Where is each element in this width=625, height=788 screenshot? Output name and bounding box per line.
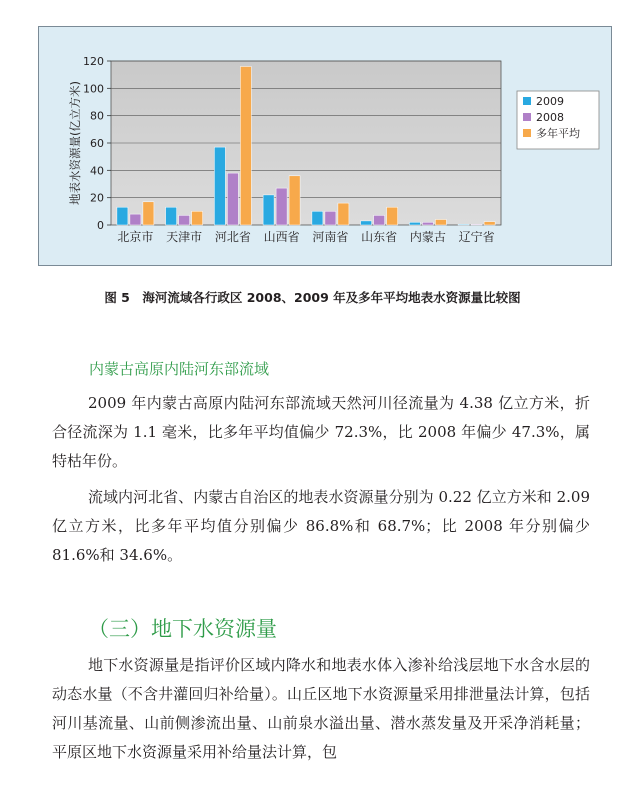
paragraph: 地下水资源量是指评价区域内降水和地表水体入渗补给浅层地下水含水层的动态水量（不含井灌回归补给量）。山丘区地下水资源量采用排泄量法计算，包括河川基流量、山前侧渗流出量、山前泉水溢出量、潜水蒸发量及开采净消耗量；平原区地下水资源量采用补给量法计算，包 (52, 656, 590, 761)
bar-2008-河北省 (227, 173, 238, 225)
x-tick-label: 山东省 (361, 230, 398, 244)
bar-多年平均-辽宁省 (484, 222, 495, 225)
bar-多年平均-河南省 (338, 203, 349, 225)
x-tick-label: 辽宁省 (458, 230, 495, 244)
bar-2008-内蒙古 (422, 222, 433, 225)
bar-chart (39, 27, 611, 265)
bar-2008-山西省 (276, 188, 287, 225)
bar-多年平均-山西省 (289, 176, 300, 225)
y-tick-label: 40 (90, 164, 104, 178)
bar-2009-辽宁省 (458, 224, 469, 225)
figure-caption: 图 5 海河流域各行政区 2008、2009 年及多年平均地表水资源量比较图 (104, 290, 521, 305)
y-tick-label: 120 (83, 55, 104, 68)
paragraph: 流域内河北省、内蒙古自治区的地表水资源量分别为 0.22 亿立方米和 2.09 亿立方米，比多年平均值分别偏少 86.8%和 68.7%；比 2008 年分别偏少 81.6%和 34.6%。 (52, 488, 590, 564)
y-tick-label: 80 (90, 109, 104, 123)
x-tick-label: 内蒙古 (409, 230, 446, 244)
bar-多年平均-内蒙古 (435, 220, 446, 226)
bar-2009-河北省 (214, 147, 225, 225)
bar-2009-河南省 (312, 211, 323, 225)
section-title: 内蒙古高原内陆河东部流域 (89, 360, 270, 378)
legend-label: 2009 (536, 95, 564, 108)
bar-多年平均-山东省 (387, 207, 398, 225)
bar-2008-河南省 (325, 211, 336, 225)
x-tick-label: 河北省 (214, 230, 251, 244)
y-tick-label: 100 (83, 82, 104, 96)
bar-2008-辽宁省 (471, 224, 482, 225)
legend-label: 2008 (536, 111, 564, 124)
bar-2009-内蒙古 (409, 222, 420, 225)
legend-swatch (523, 97, 531, 105)
x-tick-label: 天津市 (166, 230, 203, 244)
bar-多年平均-河北省 (240, 67, 251, 226)
x-tick-label: 河南省 (312, 230, 349, 244)
paragraph: 2009 年内蒙古高原内陆河东部流域天然河川径流量为 4.38 亿立方米，折合径流深为 1.1 毫米，比多年平均值偏少 72.3%，比 2008 年偏少 47.3%，属特枯年份。 (52, 394, 590, 470)
bar-多年平均-北京市 (143, 202, 154, 225)
bar-多年平均-天津市 (192, 211, 203, 225)
bar-2009-山东省 (361, 221, 372, 225)
legend-label: 多年平均 (536, 127, 580, 140)
bar-2008-天津市 (179, 215, 190, 225)
y-tick-label: 20 (90, 191, 104, 205)
y-axis-label: 地表水资源量(亿立方米) (68, 81, 82, 205)
legend-swatch (523, 113, 531, 121)
chart-figure (38, 26, 612, 266)
y-tick-label: 60 (90, 137, 104, 150)
y-tick-label: 0 (97, 219, 104, 232)
x-tick-label: 北京市 (117, 230, 154, 244)
bar-2008-山东省 (374, 215, 385, 225)
bar-2009-山西省 (263, 195, 274, 225)
legend-swatch (523, 129, 531, 137)
bar-2008-北京市 (130, 214, 141, 225)
bar-2009-北京市 (117, 207, 128, 225)
section-heading: （三）地下水资源量 (88, 617, 277, 641)
x-tick-label: 山西省 (263, 230, 300, 244)
bar-2009-天津市 (166, 207, 177, 225)
